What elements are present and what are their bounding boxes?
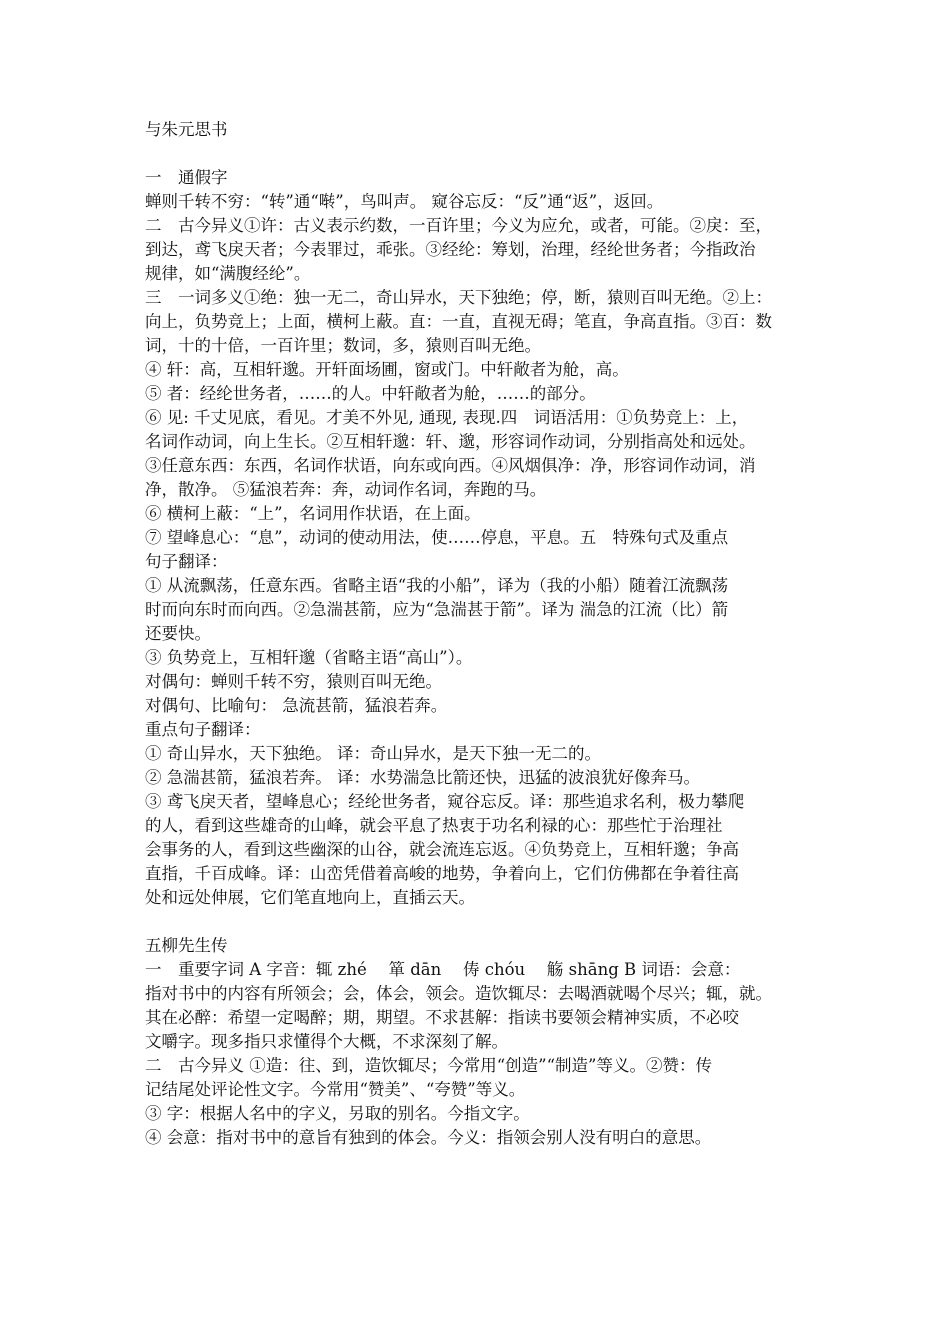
text-line: 词，十的十倍，一百许里；数词，多，猿则百叫无绝。 — [145, 336, 541, 355]
text-line: ① 奇山异水，天下独绝。 译：奇山异水，是天下独一无二的。 — [145, 744, 601, 763]
text-line: 蝉则千转不穷：“转”通“啭”，鸟叫声。 窥谷忘反：“反”通“返”，返回。 — [145, 192, 664, 211]
text-line: 二 古今异义 ①造：往、到，造饮辄尽；今常用“创造”“制造”等义。②赞：传 — [145, 1056, 712, 1075]
section-title: 五柳先生传 — [145, 936, 228, 955]
section-body — [145, 958, 817, 1150]
text-line: 记结尾处评论性文字。今常用“赞美”、“夸赞”等义。 — [145, 1080, 526, 1099]
text-line: 规律，如“满腹经纶”。 — [145, 264, 311, 283]
text-line: 二 古今异义①许：古义表示约数，一百许里；今义为应允，或者，可能。②戾：至， — [145, 216, 772, 235]
text-line: ④ 会意：指对书中的意旨有独到的体会。今义：指领会别人没有明白的意思。 — [145, 1128, 712, 1147]
text-line: 名词作动词，向上生长。②互相轩邈：轩、邈，形容词作动词，分别指高处和远处。 — [145, 432, 756, 451]
text-line: 重点句子翻译： — [145, 720, 261, 739]
text-line: ⑥ 见: 千丈见底，看见。才美不外见, 通现, 表现.四 词语活用：①负势竞上：上， — [145, 408, 749, 427]
text-line: 对偶句：蝉则千转不穷，猿则百叫无绝。 — [145, 672, 442, 691]
text-line: 处和远处伸展，它们笔直地向上，直插云天。 — [145, 888, 475, 907]
text-line: 三 一词多义①绝：独一无二，奇山异水，天下独绝；停，断，猿则百叫无绝。②上： — [145, 288, 772, 307]
text-line: 向上，负势竞上；上面，横柯上蔽。直：一直，直视无碍；笔直，争高直指。③百：数 — [145, 312, 772, 331]
text-line: ③ 负势竞上，互相轩邈（省略主语“高山”）。 — [145, 648, 473, 667]
section-title: 与朱元思书 — [145, 120, 228, 139]
text-line: 时而向东时而向西。②急湍甚箭，应为“急湍甚于箭”。译为 湍急的江流（比）箭 — [145, 600, 729, 619]
blank-line — [145, 142, 817, 166]
text-line: ⑥ 横柯上蔽：“上”，名词用作状语，在上面。 — [145, 504, 481, 523]
document-page — [145, 118, 817, 1150]
text-line: 对偶句、比喻句： 急流甚箭，猛浪若奔。 — [145, 696, 448, 715]
text-line: 直指，千百成峰。译：山峦凭借着高峻的地势，争着向上，它们仿佛都在争着往高 — [145, 864, 739, 883]
text-line: 文嚼字。现多指只求懂得个大概，不求深刻了解。 — [145, 1032, 508, 1051]
text-line: ① 从流飘荡，任意东西。省略主语“我的小船”，译为（我的小船）随着江流飘荡 — [145, 576, 729, 595]
text-line: 句子翻译： — [145, 552, 228, 571]
text-line: 到达，鸢飞戾天者；今表罪过，乖张。③经纶：筹划，治理，经纶世务者；今指政治 — [145, 240, 756, 259]
text-line: 一 重要字词 A 字音：辄 zhé 箪 dān 俦 chóu 觞 shāng B 词语：会意： — [145, 960, 741, 979]
text-line: 会事务的人，看到这些幽深的山谷，就会流连忘返。④负势竞上，互相轩邈；争高 — [145, 840, 739, 859]
blank-line — [145, 910, 817, 934]
text-line: 一 通假字 — [145, 168, 228, 187]
text-line: ④ 轩：高，互相轩邈。开轩面场圃，窗或门。中轩敞者为舱，高。 — [145, 360, 629, 379]
text-line: ② 急湍甚箭，猛浪若奔。 译：水势湍急比箭还快，迅猛的波浪犹好像奔马。 — [145, 768, 700, 787]
text-line: ③任意东西：东西，名词作状语，向东或向西。④风烟俱净：净，形容词作动词，消 — [145, 456, 756, 475]
text-line: 还要快。 — [145, 624, 211, 643]
text-line: ⑦ 望峰息心：“息”，动词的使动用法，使……停息，平息。五 特殊句式及重点 — [145, 528, 729, 547]
text-line: ⑤ 者：经纶世务者，……的人。中轩敞者为舱，……的部分。 — [145, 384, 596, 403]
text-line: 指对书中的内容有所领会；会，体会，领会。造饮辄尽：去喝酒就喝个尽兴；辄，就。 — [145, 984, 772, 1003]
text-line: 净，散净。 ⑤猛浪若奔：奔，动词作名词，奔跑的马。 — [145, 480, 547, 499]
section-body — [145, 166, 817, 910]
text-line: 其在必醉：希望一定喝醉；期，期望。不求甚解：指读书要领会精神实质，不必咬 — [145, 1008, 739, 1027]
text-line: ③ 鸢飞戾天者，望峰息心；经纶世务者，窥谷忘反。译：那些追求名利，极力攀爬 — [145, 792, 745, 811]
text-line: ③ 字：根据人名中的字义，另取的别名。今指文字。 — [145, 1104, 530, 1123]
text-line: 的人，看到这些雄奇的山峰，就会平息了热衷于功名利禄的心：那些忙于治理社 — [145, 816, 723, 835]
